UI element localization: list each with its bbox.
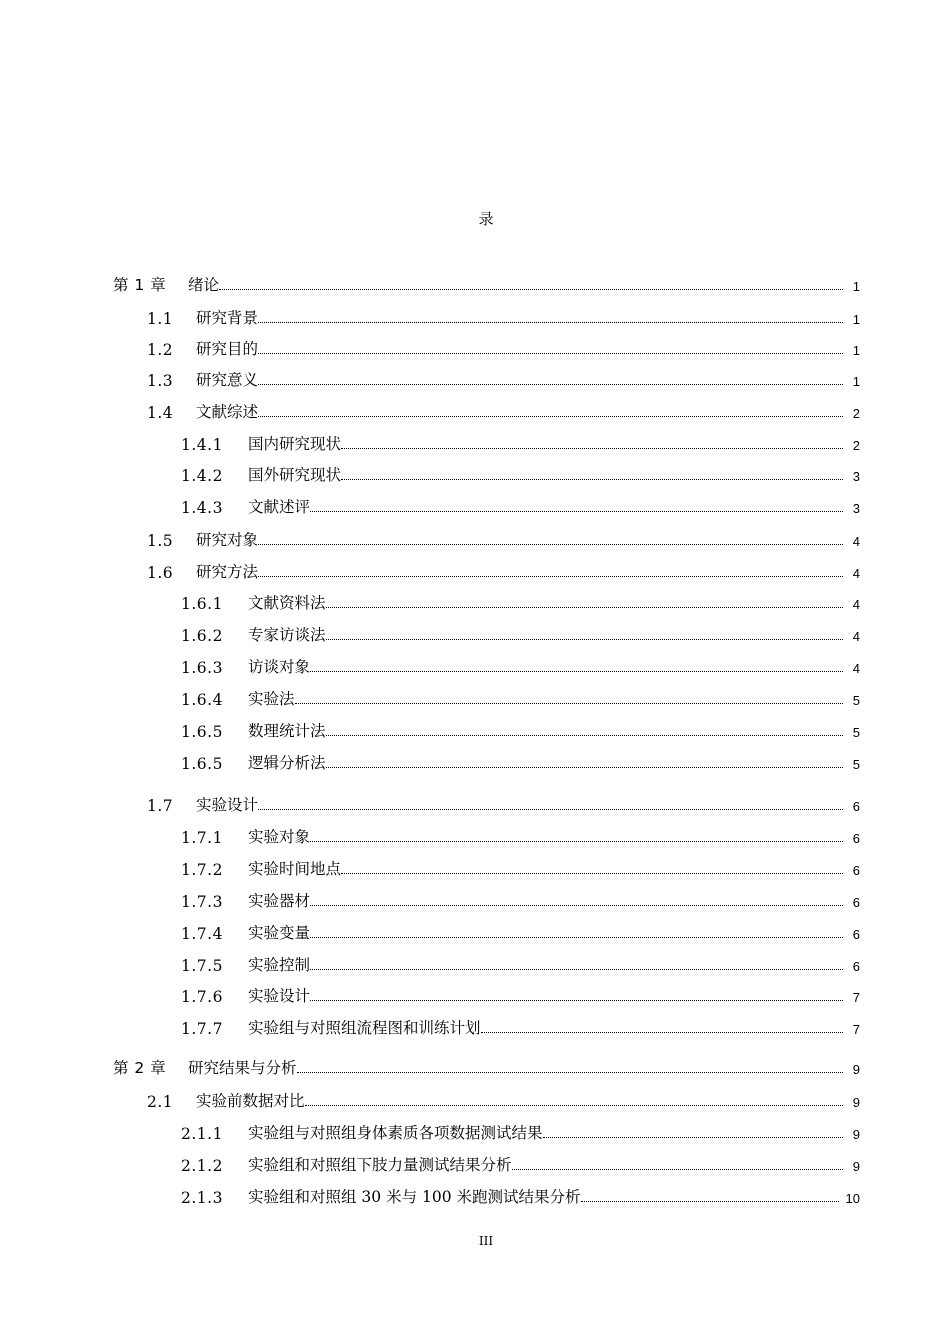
toc-entry-page: 4 <box>852 629 860 644</box>
toc-entry[interactable] <box>181 921 860 943</box>
toc-entry-number: 1.4 <box>147 404 174 422</box>
toc-entry[interactable] <box>147 337 860 359</box>
toc-entry-title: 研究对象 <box>196 531 259 549</box>
toc-entry-number: 2.1.1 <box>181 1125 223 1143</box>
toc-entry-page: 6 <box>852 799 860 814</box>
toc-entry-page: 5 <box>852 725 860 740</box>
toc-entry[interactable] <box>147 306 860 328</box>
toc-dot-leader <box>341 448 843 449</box>
toc-entry-number: 1.4.1 <box>181 436 223 454</box>
toc-entry-number: 1.7.1 <box>181 829 223 847</box>
toc-dot-leader <box>310 969 843 970</box>
toc-dot-leader <box>258 353 843 354</box>
toc-entry-page: 4 <box>852 534 860 549</box>
toc-entry[interactable] <box>181 1121 860 1143</box>
toc-entry-title: 实验组和对照组 30 米与 100 米跑测试结果分析 <box>248 1188 581 1206</box>
toc-entry[interactable] <box>181 463 860 485</box>
toc-dot-leader <box>481 1032 843 1033</box>
page-number-footer: III <box>478 1234 494 1248</box>
toc-dot-leader <box>305 1105 843 1106</box>
toc-entry-number: 1.6.3 <box>181 659 223 677</box>
toc-entry-number: 2.1.2 <box>181 1157 223 1175</box>
toc-entry[interactable] <box>147 560 860 582</box>
toc-entry-title: 实验时间地点 <box>248 860 342 878</box>
toc-dot-leader <box>341 479 843 480</box>
toc-entry-title: 国内研究现状 <box>248 435 342 453</box>
toc-entry[interactable] <box>181 432 860 454</box>
toc-entry-page: 9 <box>852 1127 860 1142</box>
toc-entry-page: 7 <box>852 990 860 1005</box>
toc-entry[interactable] <box>181 953 860 975</box>
toc-entry[interactable] <box>181 857 860 879</box>
toc-entry[interactable] <box>147 528 860 550</box>
toc-entry-page: 9 <box>852 1062 860 1077</box>
toc-entry[interactable] <box>181 984 860 1006</box>
toc-entry[interactable] <box>181 1016 860 1038</box>
toc-entry[interactable] <box>181 1185 860 1207</box>
toc-entry-title: 实验对象 <box>248 828 311 846</box>
toc-entry-title: 文献述评 <box>248 498 311 516</box>
toc-entry-title: 绪论 <box>188 276 220 294</box>
toc-entry-page: 6 <box>852 895 860 910</box>
toc-entry-title: 专家访谈法 <box>248 626 326 644</box>
toc-entry-number: 1.3 <box>147 372 174 390</box>
toc-entry-number: 1.6.5 <box>181 755 223 773</box>
toc-entry-page: 4 <box>852 597 860 612</box>
toc-entry-title: 文献资料法 <box>248 594 326 612</box>
toc-entry-number: 1.6.2 <box>181 627 223 645</box>
toc-dot-leader <box>258 576 843 577</box>
toc-entry-page: 1 <box>852 312 860 327</box>
toc-entry[interactable] <box>147 793 860 815</box>
toc-entry-number: 1.7.4 <box>181 925 223 943</box>
toc-dot-leader <box>326 735 843 736</box>
toc-dot-leader <box>341 873 843 874</box>
toc-entry-title: 研究背景 <box>196 309 259 327</box>
toc-entry-number: 1.7.5 <box>181 957 223 975</box>
toc-dot-leader <box>295 703 843 704</box>
toc-entry-page: 5 <box>852 693 860 708</box>
toc-dot-leader <box>326 639 843 640</box>
toc-entry-page: 1 <box>852 343 860 358</box>
toc-entry-number: 1.7.3 <box>181 893 223 911</box>
toc-entry-title: 实验设计 <box>196 796 259 814</box>
toc-entry-number: 1.1 <box>147 310 174 328</box>
toc-entry-number: 1.6.5 <box>181 723 223 741</box>
toc-entry-title: 实验控制 <box>248 956 311 974</box>
toc-entry-page: 10 <box>845 1191 860 1206</box>
toc-entry-page: 1 <box>852 279 860 294</box>
toc-heading: 录 <box>478 210 494 228</box>
toc-entry-title: 研究结果与分析 <box>188 1059 297 1077</box>
toc-dot-leader <box>543 1137 843 1138</box>
toc-dot-leader <box>326 767 843 768</box>
toc-entry-page: 4 <box>852 661 860 676</box>
toc-entry-number: 1.7 <box>147 797 174 815</box>
toc-entry-number: 1.2 <box>147 341 174 359</box>
toc-entry[interactable] <box>181 825 860 847</box>
toc-entry-page: 4 <box>852 566 860 581</box>
toc-entry-page: 2 <box>852 438 860 453</box>
toc-entry-page: 6 <box>852 863 860 878</box>
toc-dot-leader <box>310 1000 843 1001</box>
toc-entry-page: 9 <box>852 1159 860 1174</box>
toc-entry-title: 实验器材 <box>248 892 311 910</box>
toc-entry-number: 1.4.2 <box>181 467 223 485</box>
toc-dot-leader <box>258 322 843 323</box>
toc-entry-page: 9 <box>852 1095 860 1110</box>
toc-dot-leader <box>258 544 843 545</box>
toc-entry-page: 1 <box>852 374 860 389</box>
toc-dot-leader <box>219 289 843 290</box>
toc-entry-title: 实验组与对照组流程图和训练计划 <box>248 1019 481 1037</box>
toc-entry-title: 数理统计法 <box>248 722 326 740</box>
toc-entry[interactable] <box>147 1089 860 1111</box>
toc-entry-title: 研究意义 <box>196 371 259 389</box>
toc-entry-number: 1.6.1 <box>181 595 223 613</box>
toc-entry-page: 6 <box>852 927 860 942</box>
toc-entry-page: 2 <box>852 406 860 421</box>
toc-entry-title: 访谈对象 <box>248 658 311 676</box>
toc-entry-number: 1.4.3 <box>181 499 223 517</box>
toc-entry-number: 第 2 章 <box>113 1059 167 1077</box>
toc-dot-leader <box>326 607 843 608</box>
toc-entry-number: 1.7.2 <box>181 861 223 879</box>
toc-entry-title: 实验设计 <box>248 987 311 1005</box>
toc-entry[interactable] <box>181 591 860 613</box>
toc-entry-title: 实验前数据对比 <box>196 1092 305 1110</box>
toc-dot-leader <box>310 841 843 842</box>
toc-entry-title: 实验组和对照组下肢力量测试结果分析 <box>248 1156 512 1174</box>
toc-dot-leader <box>310 671 843 672</box>
toc-entry-number: 1.6 <box>147 564 174 582</box>
toc-dot-leader <box>310 511 843 512</box>
toc-dot-leader <box>258 416 843 417</box>
toc-entry-title: 实验变量 <box>248 924 311 942</box>
toc-entry-page: 3 <box>852 469 860 484</box>
toc-entry-number: 1.5 <box>147 532 174 550</box>
toc-entry-page: 6 <box>852 831 860 846</box>
toc-entry[interactable] <box>113 273 860 295</box>
toc-entry[interactable] <box>181 687 860 709</box>
toc-entry-title: 文献综述 <box>196 403 259 421</box>
toc-dot-leader <box>258 809 843 810</box>
toc-entry-title: 逻辑分析法 <box>248 754 326 772</box>
toc-entry[interactable] <box>181 889 860 911</box>
toc-entry[interactable] <box>147 400 860 422</box>
toc-entry-title: 实验法 <box>248 690 295 708</box>
toc-dot-leader <box>581 1201 839 1202</box>
toc-entry[interactable] <box>181 495 860 517</box>
toc-entry-page: 3 <box>852 501 860 516</box>
toc-dot-leader <box>512 1169 843 1170</box>
toc-entry-title: 国外研究现状 <box>248 466 342 484</box>
toc-entry-title: 实验组与对照组身体素质各项数据测试结果 <box>248 1124 543 1142</box>
toc-entry-number: 2.1.3 <box>181 1189 223 1207</box>
toc-dot-leader <box>297 1072 843 1073</box>
toc-entry-page: 5 <box>852 757 860 772</box>
toc-dot-leader <box>310 937 843 938</box>
toc-entry[interactable] <box>181 719 860 741</box>
toc-entry-number: 第 1 章 <box>113 276 167 294</box>
toc-entry-title: 研究目的 <box>196 340 259 358</box>
toc-entry[interactable] <box>147 368 860 390</box>
toc-entry-title: 研究方法 <box>196 563 259 581</box>
toc-entry-number: 1.7.6 <box>181 988 223 1006</box>
toc-entry[interactable] <box>181 751 860 773</box>
toc-entry[interactable] <box>181 1153 860 1175</box>
toc-entry-page: 6 <box>852 959 860 974</box>
toc-entry[interactable] <box>113 1056 860 1078</box>
toc-entry[interactable] <box>181 655 860 677</box>
toc-dot-leader <box>258 384 843 385</box>
toc-entry-page: 7 <box>852 1022 860 1037</box>
toc-entry-number: 1.7.7 <box>181 1020 223 1038</box>
toc-dot-leader <box>310 905 843 906</box>
toc-entry[interactable] <box>181 623 860 645</box>
toc-entry-number: 2.1 <box>147 1093 174 1111</box>
toc-entry-number: 1.6.4 <box>181 691 223 709</box>
